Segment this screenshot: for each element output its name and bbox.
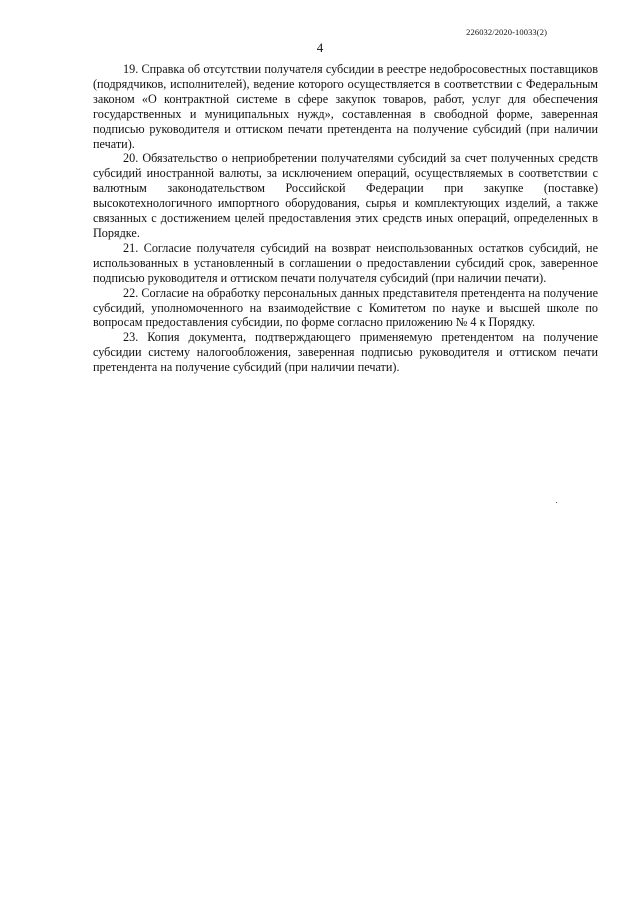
paragraph-22: 22. Согласие на обработку персональных данных представителя претендента на получение субсидий, уполномоченного на взаимодействие с Комитетом по науке и высшей школе по вопросам предоставления субсидии, по форме согласно приложению № 4 к Порядку. [93,285,598,330]
document-code: 226032/2020-10033(2) [466,27,547,37]
paragraph-20: 20. Обязательство о неприобретении получателями субсидий за счет полученных средств субсидий иностранной валюты, за исключением операций, осуществляемых в соответствии с валютным законодательством Российской Федерации при закупке (поставке) высокотехнологичного импортного оборудования, сырья и комплектующих изделий, а также связанных с достижением целей предоставления этих средств иных операций, определенных в Порядке. [93,151,598,240]
page-number: 4 [316,40,324,55]
paragraph-23: 23. Копия документа, подтверждающего применяемую претендентом на получение субсидии систему налогообложения, заверенная подписью руководителя и оттиском печати претендента на получение субсидий (при наличии печати). [93,330,598,375]
paragraph-19: 19. Справка об отсутствии получателя субсидии в реестре недобросовестных поставщиков (подрядчиков, исполнителей), ведение которого осуществляется в соответствии с Федеральным законом «О контрактной системе в сфере закупок товаров, работ, услуг для обеспечения государственных и муниципальных нужд», составленная в свободной форме, заверенная подписью руководителя и оттиском печати претендента на получение субсидий (при наличии печати). [93,62,598,151]
document-body [93,62,598,375]
paragraph-21: 21. Согласие получателя субсидий на возврат неиспользованных остатков субсидий, не использованных в установленный в соглашении о предоставлении субсидий срок, заверенное подписью руководителя и оттиском печати получателя субсидий (при наличии печати). [93,240,598,285]
scan-speck [556,502,557,503]
